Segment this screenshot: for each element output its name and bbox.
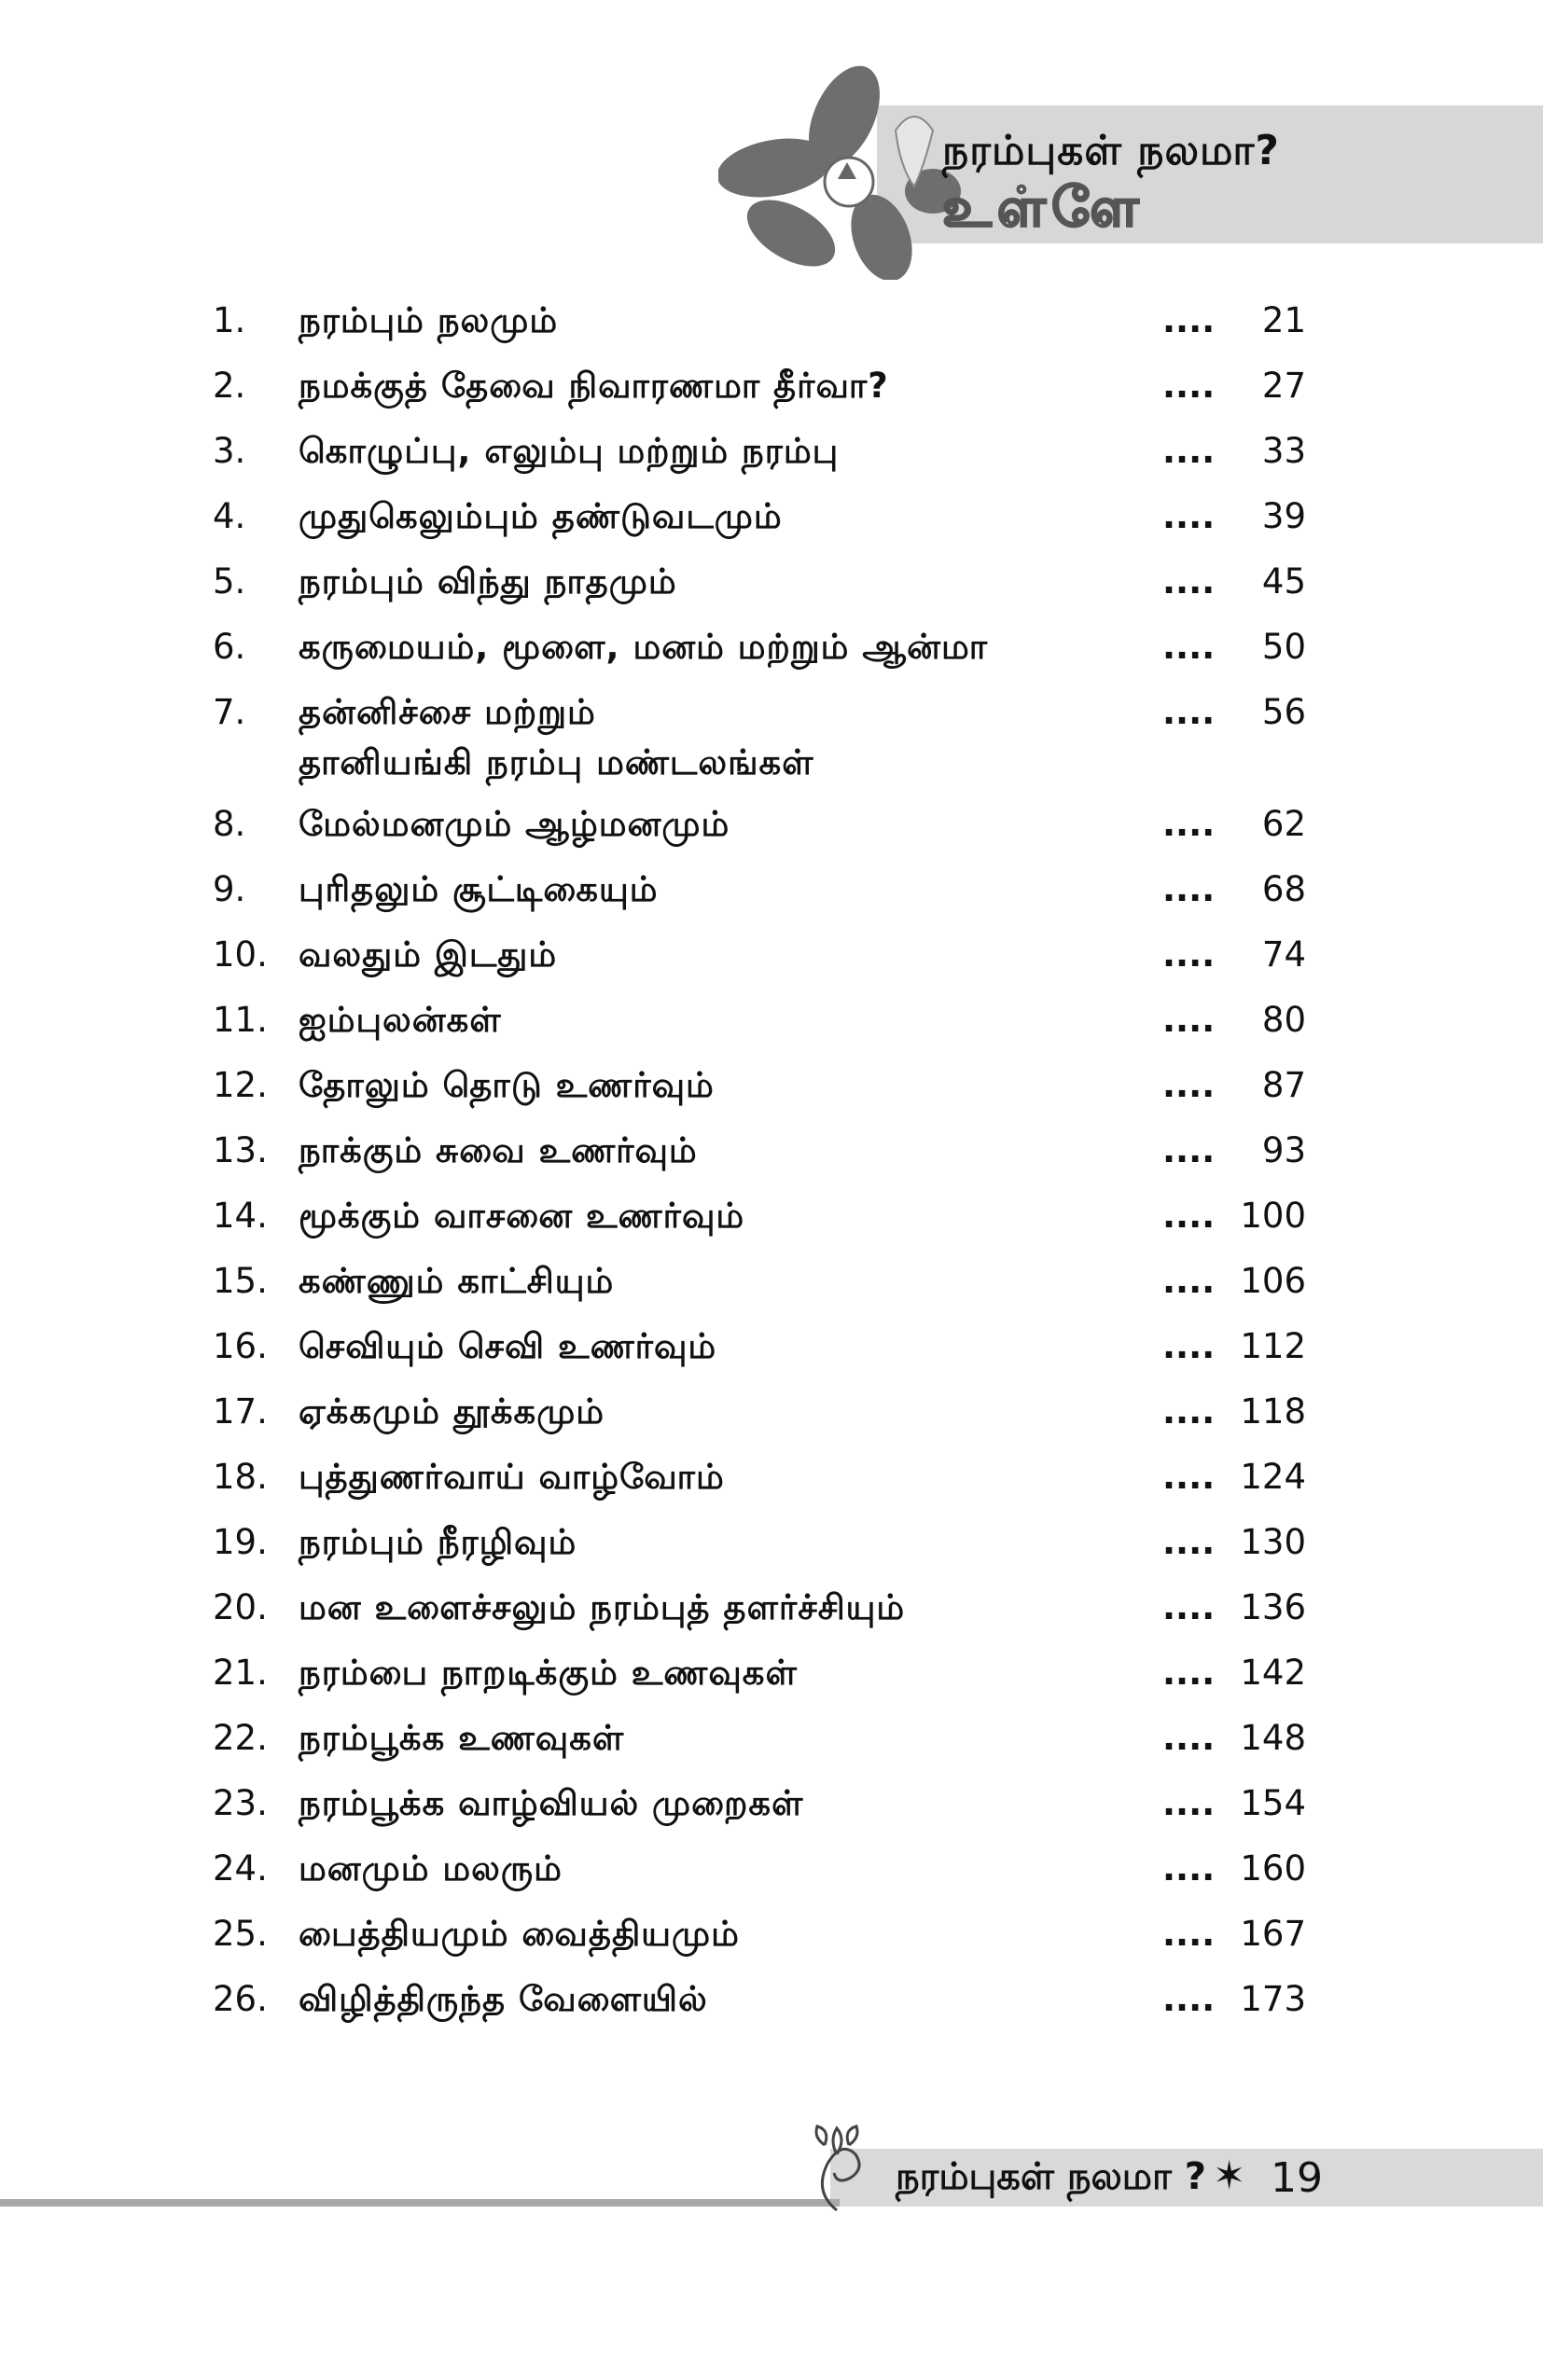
toc-entry-number: 5. [213,561,246,602]
toc-entry-page: 142 [1240,1653,1306,1693]
toc-entry-title: மன உளைச்சலும் நரம்புத் தளர்ச்சியும் [299,1587,906,1627]
toc-entry-leader: .... [1162,869,1216,909]
toc-entry-number: 26. [213,1979,268,2019]
toc-entry-title: புரிதலும் சூட்டிகையும் [299,869,659,909]
toc-entry-page: 130 [1240,1522,1306,1562]
toc-entry-title: கொழுப்பு, எலும்பு மற்றும் நரம்பு [299,431,840,471]
toc-entry-page: 118 [1240,1391,1306,1432]
toc-entry-number: 10. [213,934,268,975]
toc-entry-number: 20. [213,1587,268,1627]
toc-entry [0,1326,1543,1382]
toc-entry-page: 50 [1261,627,1306,667]
toc-entry-page: 27 [1261,366,1306,406]
toc-entry [0,692,1543,782]
toc-entry-title: நரம்பும் நீரழிவும் [299,1522,577,1562]
toc-entry-leader: .... [1162,1391,1216,1432]
toc-entry-page: 93 [1261,1130,1306,1170]
toc-entry-number: 2. [213,366,246,406]
toc-entry [0,1718,1543,1774]
toc-entry [0,1587,1543,1643]
toc-entry-title: ஐம்புலன்கள் [299,1000,502,1040]
toc-entry-leader: .... [1162,1196,1216,1236]
ornament-icon [804,2117,869,2220]
toc-entry-leader: .... [1162,300,1216,340]
toc-entry [0,1000,1543,1056]
toc-entry-leader: .... [1162,1718,1216,1758]
toc-entry [0,1783,1543,1839]
toc-entry-number: 15. [213,1261,268,1301]
toc-entry-number: 18. [213,1457,268,1497]
toc-entry-title: மூக்கும் வாசனை உணர்வும் [299,1196,745,1236]
toc-entry-page: 106 [1240,1261,1306,1301]
toc-entry-leader: .... [1162,1261,1216,1301]
toc-entry [0,804,1543,860]
toc-entry-page: 45 [1261,561,1306,602]
toc-entry-page: 62 [1261,804,1306,844]
toc-entry [0,431,1543,487]
toc-entry [0,627,1543,683]
toc-entry-title: புத்துணர்வாய் வாழ்வோம் [299,1457,725,1497]
toc-entry-leader: .... [1162,1457,1216,1497]
toc-entry [0,561,1543,617]
toc-entry [0,1979,1543,2035]
toc-entry-number: 25. [213,1914,268,1954]
toc-entry-number: 8. [213,804,246,844]
toc-entry-page: 74 [1261,934,1306,975]
toc-entry-title: மனமும் மலரும் [299,1848,563,1889]
toc-entry [0,1848,1543,1904]
toc-entry-title: கருமையம், மூளை, மனம் மற்றும் ஆன்மா [299,627,989,667]
toc-entry-title: தன்னிச்சை மற்றும் [299,692,596,732]
toc-entry [0,1261,1543,1317]
toc-entry-number: 21. [213,1653,268,1693]
toc-entry [0,1391,1543,1447]
toc-entry-leader: .... [1162,934,1216,975]
toc-entry-number: 17. [213,1391,268,1432]
toc-entry [0,1196,1543,1252]
toc-entry [0,300,1543,356]
toc-entry-number: 23. [213,1783,268,1823]
star-icon: ✶ [1213,2152,1246,2198]
toc-entry-leader: .... [1162,1130,1216,1170]
toc-entry [0,1653,1543,1709]
toc-entry [0,496,1543,552]
toc-entry [0,1457,1543,1513]
toc-entry-number: 19. [213,1522,268,1562]
toc-entry-page: 87 [1261,1065,1306,1105]
toc-entry-leader: .... [1162,627,1216,667]
toc-entry-title: நரம்பும் நலமும் [299,300,559,340]
toc-entry-title-line2: தானியங்கி நரம்பு மண்டலங்கள் [299,742,814,782]
toc-entry-page: 112 [1240,1326,1306,1366]
toc-entry-title: நமக்குத் தேவை நிவாரணமா தீர்வா? [299,366,889,406]
toc-entry-title: தோலும் தொடு உணர்வும் [299,1065,715,1105]
toc-entry-title: நரம்பூக்க உணவுகள் [299,1718,625,1758]
page-number: 19 [1271,2154,1323,2202]
toc-entry-title: பைத்தியமும் வைத்தியமும் [299,1914,740,1954]
toc-entry [0,366,1543,422]
toc-entry-page: 68 [1261,869,1306,909]
toc-entry-leader: .... [1162,1653,1216,1693]
toc-entry-page: 56 [1261,692,1306,732]
toc-entry-page: 173 [1240,1979,1306,2019]
toc-entry-page: 148 [1240,1718,1306,1758]
toc-entry-title: நரம்பை நாறடிக்கும் உணவுகள் [299,1653,798,1693]
section-title: உள்ளே [942,175,1145,239]
toc-entry-number: 7. [213,692,246,732]
toc-entry-leader: .... [1162,1065,1216,1105]
toc-entry-title: ஏக்கமும் தூக்கமும் [299,1391,605,1432]
toc-entry-page: 39 [1261,496,1306,536]
toc-entry [0,1130,1543,1186]
toc-entry-number: 11. [213,1000,268,1040]
toc-entry [0,1522,1543,1578]
toc-entry-title: கண்ணும் காட்சியும் [299,1261,615,1301]
toc-entry [0,1914,1543,1970]
toc-entry-page: 154 [1240,1783,1306,1823]
toc-entry-leader: .... [1162,1522,1216,1562]
toc-entry [0,869,1543,925]
toc-entry-title: நாக்கும் சுவை உணர்வும் [299,1130,698,1170]
book-title: நரம்புகள் நலமா? [942,127,1280,174]
toc-entry-number: 6. [213,627,246,667]
toc-entry [0,1065,1543,1121]
toc-entry-page: 160 [1240,1848,1306,1889]
toc-entry-page: 167 [1240,1914,1306,1954]
toc-entry-title: நரம்பூக்க வாழ்வியல் முறைகள் [299,1783,804,1823]
toc-entry-number: 12. [213,1065,268,1105]
toc-entry-page: 100 [1240,1196,1306,1236]
toc-entry-number: 1. [213,300,246,340]
toc-entry-number: 22. [213,1718,268,1758]
toc-entry-leader: .... [1162,804,1216,844]
toc-entry-page: 80 [1261,1000,1306,1040]
toc-entry-leader: .... [1162,692,1216,732]
footer-rule [0,2199,840,2207]
toc-entry-number: 13. [213,1130,268,1170]
toc-entry-leader: .... [1162,1783,1216,1823]
toc-entry-leader: .... [1162,1587,1216,1627]
footer-book-title: நரம்புகள் நலமா ? [896,2155,1206,2198]
toc-entry-number: 14. [213,1196,268,1236]
toc-entry-title: செவியும் செவி உணர்வும் [299,1326,717,1366]
toc-entry-leader: .... [1162,561,1216,602]
toc-entry-title: முதுகெலும்பும் தண்டுவடமும் [299,496,783,536]
toc-entry-page: 136 [1240,1587,1306,1627]
toc-entry [0,934,1543,990]
toc-entry-leader: .... [1162,1000,1216,1040]
toc-entry-page: 33 [1261,431,1306,471]
toc-entry-leader: .... [1162,1326,1216,1366]
toc-entry-number: 3. [213,431,246,471]
toc-entry-number: 16. [213,1326,268,1366]
toc-entry-leader: .... [1162,431,1216,471]
toc-entry-leader: .... [1162,1914,1216,1954]
toc-entry-title: விழித்திருந்த வேளையில் [299,1979,708,2019]
toc-entry-title: மேல்மனமும் ஆழ்மனமும் [299,804,730,844]
toc-entry-page: 21 [1261,300,1306,340]
toc-entry-leader: .... [1162,1848,1216,1889]
toc-entry-leader: .... [1162,366,1216,406]
toc-entry-title: வலதும் இடதும் [299,934,558,975]
toc-entry-number: 4. [213,496,246,536]
toc-entry-page: 124 [1240,1457,1306,1497]
toc-entry-number: 9. [213,869,246,909]
toc-entry-number: 24. [213,1848,268,1889]
toc-entry-title: நரம்பும் விந்து நாதமும் [299,561,677,602]
toc-entry-leader: .... [1162,496,1216,536]
toc-entry-leader: .... [1162,1979,1216,2019]
